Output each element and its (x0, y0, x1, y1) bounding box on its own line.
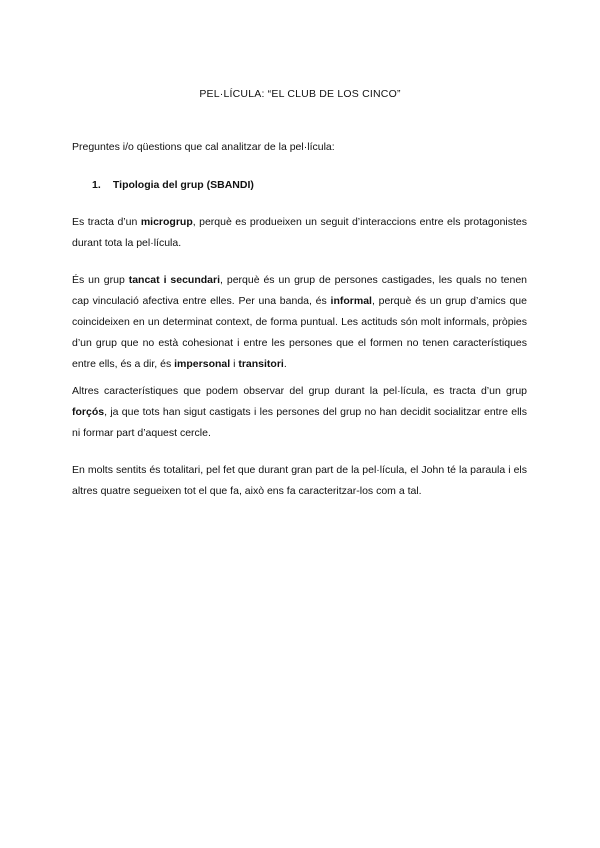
p1-bold-microgrup: microgrup (140, 216, 193, 228)
intro-text: Preguntes i/o qüestions que cal analitzar de la pel·lícula: (72, 141, 335, 153)
p2-bold-tancat: tancat i secundari (128, 274, 221, 286)
p2-bold-informal: informal (330, 295, 372, 307)
p4-text-a: En molts sentits és totalitari, pel fet que durant gran part de la pel·lícula, el John té la paraula i els altres quatre segueixen tot el que fa, això ens fa caracteritzar-los com a tal. (72, 464, 527, 497)
section-heading (92, 179, 254, 191)
p2-text-c: , perquè és un grup de persones castigades, les quals no tenen cap vinculació afectiva entre elles. Per una banda, és (72, 274, 528, 307)
p3-text-a: Altres característiques que podem observar del grup durant la pel·lícula, es tracta d’un grup (72, 385, 527, 397)
p1-text-a: Es tracta d’un (72, 216, 141, 228)
page-title: PEL·LÍCULA: “EL CLUB DE LOS CINCO” (199, 88, 401, 100)
p3-text-c: , ja que tots han sigut castigats i les persones del grup no han decidit socialitzar entre ells ni formar part d’aquest cercle. (72, 406, 527, 439)
paragraph-2 (72, 270, 527, 375)
p2-bold-impersonal: impersonal (174, 358, 231, 370)
p2-text-f: . (283, 358, 287, 370)
paragraph-1 (72, 212, 527, 254)
paragraph-3 (72, 381, 527, 444)
p2-text-a: És un grup (72, 274, 129, 286)
p2-bold-transitori: transitori (238, 358, 284, 370)
section-title: Tipologia del grup (SBANDI) (112, 179, 254, 191)
p2-text-e: i (230, 358, 239, 370)
p1-text-c: , perquè es produeixen un seguit d’interaccions entre els protagonistes durant tota la pel·lícula. (72, 216, 527, 249)
p2-text-d: , perquè és un grup d’amics que coincideixen en un determinat context, de forma puntual. Les actituds són molt informals, pròpies d’un grup que no està cohesionat i entre les persones que el formen no tenen característiques entre ells, és a dir, és (72, 295, 527, 370)
p3-bold-forcos: forçós (72, 406, 105, 418)
paragraph-4 (72, 460, 527, 502)
section-number: 1. (92, 179, 101, 191)
